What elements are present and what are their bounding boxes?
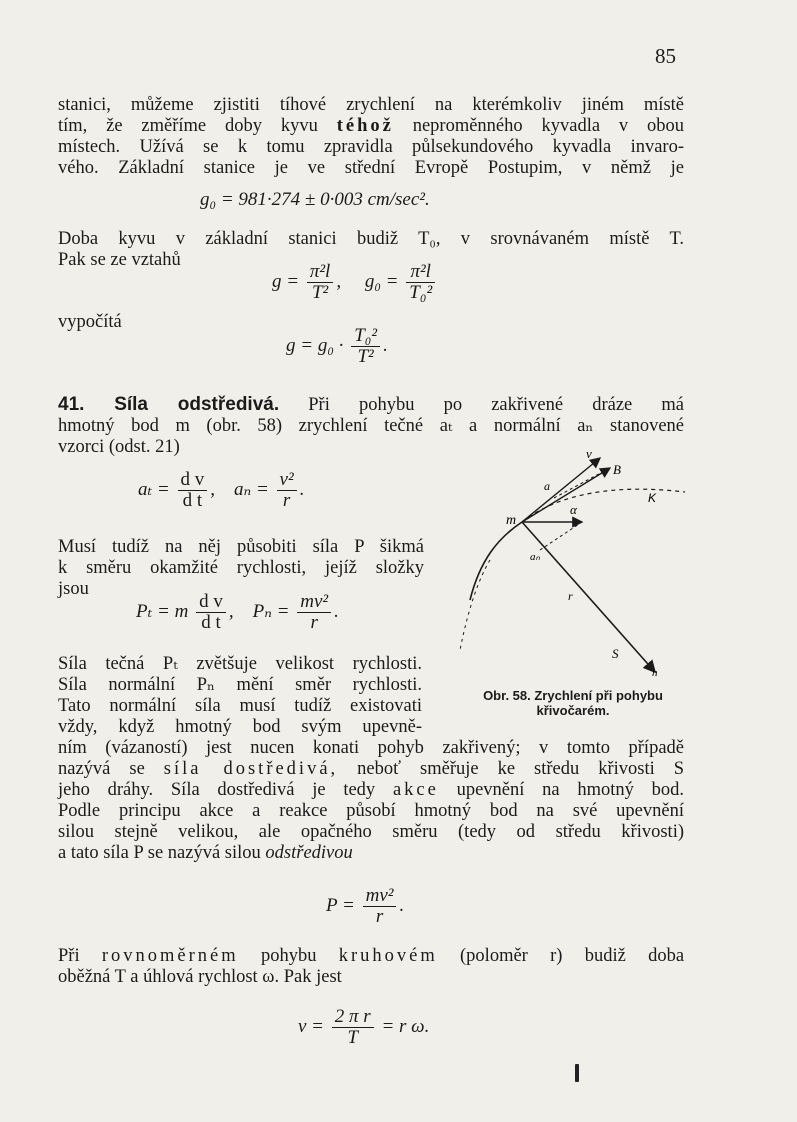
paragraph-1 — [58, 95, 684, 179]
eq-lhs: P = — [326, 894, 355, 916]
eq-lhs: g = g₀ · — [286, 334, 344, 356]
fraction — [406, 262, 435, 303]
text-line — [58, 946, 684, 967]
text-line: k směru okamžité rychlosti, jejíž složky — [58, 558, 424, 578]
eq-lhs: Pₜ = m — [136, 600, 189, 622]
text-line — [58, 116, 684, 137]
numerator: π²l — [406, 262, 435, 283]
emphasis-akce: akce — [392, 780, 439, 800]
text-line: stanici, můžeme zjistiti tíhové zrychlení na kterémkoliv jiném místě — [58, 95, 684, 115]
denominator: T₀² — [409, 282, 433, 303]
dashed-curve-left — [460, 560, 490, 650]
numerator: v² — [277, 470, 297, 491]
separator: , — [228, 600, 234, 622]
label-B: B — [613, 462, 621, 477]
text-span: jeho dráhy. Síla dostředivá je tedy — [58, 780, 376, 800]
text-span: Při — [58, 946, 80, 966]
label-m: m — [506, 513, 517, 528]
period: . — [383, 334, 388, 356]
text-line: jsou — [58, 579, 89, 599]
velocity-vector — [522, 458, 600, 522]
text-line: hmotný bod m (obr. 58) zrychlení tečné aₜ a normální aₙ stanovené — [58, 416, 684, 436]
label-n: n — [652, 667, 658, 679]
fraction — [351, 326, 380, 367]
equation-g-relations — [272, 262, 438, 303]
text-span: Při pohybu po zakřivené dráze má — [308, 395, 684, 415]
text-span: upevnění na hmotný bod. — [456, 780, 684, 800]
text-line: silou stejně velikou, ale opačného směru (tedy od středu křivosti) — [58, 822, 684, 842]
separator: , — [210, 478, 216, 500]
text-span: nazývá se — [58, 759, 145, 779]
denominator: T² — [357, 346, 374, 367]
print-mark — [575, 1064, 579, 1082]
acceleration-vector — [522, 468, 610, 522]
denominator: T — [347, 1027, 359, 1048]
text-line — [58, 780, 684, 801]
label-v: v — [586, 446, 592, 461]
paragraph-4-full — [58, 738, 684, 864]
text-span: tím, že změříme doby kyvu — [58, 116, 318, 136]
period: . — [399, 894, 405, 916]
label-an: aₙ — [530, 551, 540, 563]
caption-line: Obr. 58. Zrychlení při pohybu — [483, 688, 663, 703]
paragraph-5 — [58, 946, 684, 988]
text-line — [58, 394, 684, 416]
denominator: r — [375, 906, 384, 927]
text-line: vého. Základní stanice je ve střední Evropě Postupim, v němž je — [58, 158, 684, 178]
numerator: d v — [178, 470, 208, 491]
eq-lhs: g = — [272, 270, 300, 292]
figure-caption — [448, 688, 698, 718]
text-line: Musí tudíž na něj působiti síla P šikmá — [58, 537, 424, 557]
caption-line: křivočarém. — [536, 703, 610, 718]
text-line: vypočítá — [58, 312, 122, 332]
fraction — [196, 592, 226, 633]
equation-velocity — [298, 1007, 429, 1048]
text-line: Doba kyvu v základní stanici budiž T₀, v srovnávaném místě T. — [58, 229, 684, 249]
fraction — [363, 886, 397, 927]
text-line: oběžná T a úhlová rychlost ω. Pak jest — [58, 967, 342, 987]
label-a: a — [544, 479, 550, 493]
numerator: d v — [196, 592, 226, 613]
equation-centrifugal — [326, 886, 404, 927]
numerator: mv² — [363, 886, 397, 907]
text-line: vždy, když hmotný bod svým upevně- — [58, 717, 422, 737]
radius-line — [522, 522, 655, 672]
paragraph-4-short — [58, 654, 422, 738]
numerator: π²l — [307, 262, 334, 283]
denominator: T² — [311, 282, 329, 303]
equation-g0: g₀ = 981·274 ± 0·003 cm/sec². — [200, 189, 430, 210]
text-line — [58, 843, 684, 864]
fraction — [332, 1007, 374, 1048]
denominator: d t — [182, 490, 203, 511]
denominator: r — [282, 490, 291, 511]
text-span: neboť směřuje ke středu křivosti S — [357, 759, 685, 779]
text-span: a tato síla P se nazývá silou — [58, 843, 261, 863]
emphasis-tehoz: téhož — [336, 116, 394, 136]
text-line: Tato normální síla musí tudíž existovati — [58, 696, 422, 716]
page-number: 85 — [655, 44, 676, 68]
eq-lhs: v = — [298, 1015, 325, 1037]
emphasis-sila-dostrediva: síla dostředivá, — [163, 759, 339, 779]
figure-58-diagram — [450, 440, 695, 680]
equation-g-ratio — [286, 326, 388, 367]
text-span: (poloměr r) budiž doba — [460, 946, 685, 966]
trajectory-curve — [470, 522, 522, 600]
fraction — [297, 592, 331, 633]
numerator: 2 π r — [332, 1007, 374, 1028]
period: . — [299, 478, 305, 500]
period: . — [334, 600, 339, 622]
eq-lhs: Pₙ = — [252, 600, 290, 622]
fraction — [307, 262, 334, 303]
text-line: Síla tečná Pₜ zvětšuje velikost rychlosti. — [58, 654, 422, 674]
numerator: mv² — [297, 592, 331, 613]
denominator: r — [310, 612, 318, 633]
emphasis-odstredivou: odstředivou — [265, 843, 353, 863]
dashed-parallelogram-2 — [540, 522, 582, 550]
label-alpha: α — [570, 502, 577, 517]
fraction — [178, 470, 208, 511]
text-line: vzorci (odst. 21) — [58, 437, 180, 457]
eq-rhs: = r ω. — [381, 1015, 430, 1037]
section-heading: 41. Síla odstředivá. — [58, 394, 280, 415]
text-line: místech. Užívá se k tomu zpravidla půlsekundového kyvadla invaro- — [58, 137, 684, 157]
text-span: pohybu — [260, 946, 317, 966]
paragraph-3 — [58, 537, 424, 600]
curvature-circle-arc — [522, 489, 685, 522]
eq-lhs: aₜ = — [138, 478, 170, 500]
emphasis-rovnomernem: rovnoměrném — [101, 946, 239, 966]
text-span: neproměnného kyvadla v obou — [412, 116, 685, 136]
label-K: K — [648, 491, 657, 505]
denominator: d t — [201, 612, 221, 633]
text-line: ním (vázaností) jest nucen konati pohyb zakřivený; v tomto případě — [58, 738, 684, 758]
emphasis-kruhovem: kruhovém — [338, 946, 438, 966]
fraction — [277, 470, 297, 511]
text-line — [58, 759, 684, 780]
separator: , — [336, 270, 342, 292]
eq-lhs: g₀ = — [364, 270, 399, 292]
label-S: S — [612, 646, 619, 661]
label-r: r — [568, 589, 573, 603]
text-line: Síla normální Pₙ mění směr rychlosti. — [58, 675, 422, 695]
text-line: Podle principu akce a reakce působí hmotný bod na své upevnění — [58, 801, 684, 821]
eq-lhs: aₙ = — [234, 478, 269, 500]
numerator: T₀² — [351, 326, 380, 347]
text-line: Pak se ze vztahů — [58, 250, 181, 270]
equation-acceleration — [138, 470, 304, 511]
equation-forces — [136, 592, 339, 633]
